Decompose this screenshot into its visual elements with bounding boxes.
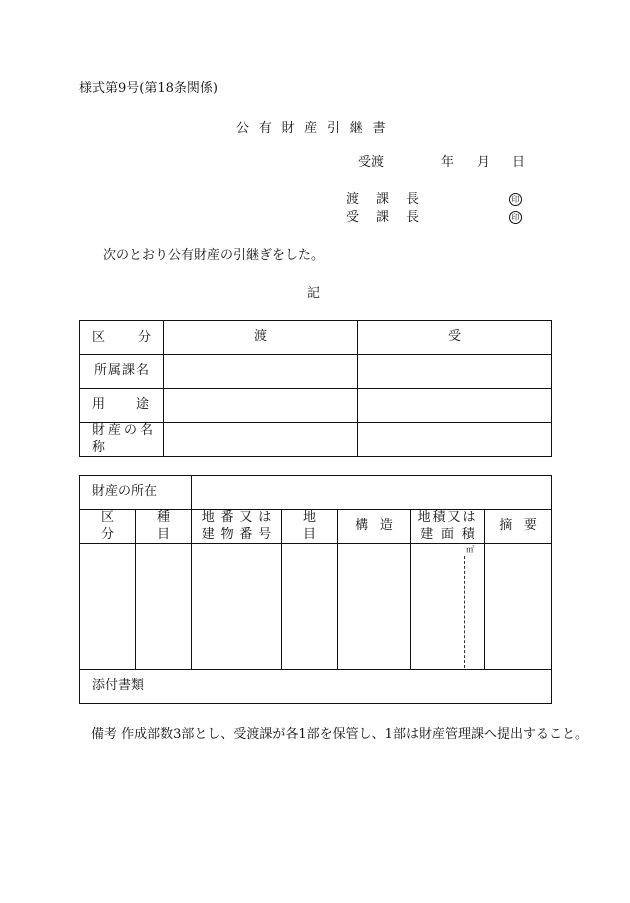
ki-heading: 記 — [307, 286, 321, 301]
remarks: 備考 作成部数3部とし、受渡課が各1部を保管し、1部は財産管理課へ提出すること。 — [91, 727, 588, 742]
property-name-label: 財産の名称 — [92, 423, 153, 455]
location-label: 財産の所在 — [80, 476, 192, 510]
area-header-line2: 建面積 — [420, 526, 483, 542]
location-row — [80, 476, 552, 510]
area-cell — [411, 544, 485, 670]
giver-section-chief-label: 渡課長 — [346, 192, 437, 207]
property-detail-header — [80, 510, 552, 544]
intro-text: 次のとおり公有財産の引継ぎをした。 — [103, 248, 325, 263]
structure-cell — [338, 544, 411, 670]
property-name-receiver — [358, 423, 552, 457]
receiver-header: 受 — [358, 321, 552, 355]
summary-column-header: 摘要 — [485, 510, 552, 544]
table-row — [80, 423, 552, 457]
row-label-cell — [80, 355, 164, 389]
department-name-label: 所属課名 — [94, 363, 149, 379]
table-row — [80, 355, 552, 389]
location-value — [192, 476, 552, 510]
division-column-header: 区分 — [80, 510, 136, 544]
table-row — [80, 389, 552, 423]
category-column-header: 種目 — [136, 510, 192, 544]
square-meter-unit: ㎡ — [466, 545, 474, 554]
area-decimal-divider — [464, 556, 465, 668]
division-cell — [80, 544, 136, 670]
property-name-giver — [164, 423, 358, 457]
lot-number-header-line1: 地番又は — [201, 510, 278, 526]
row-label-cell — [80, 389, 164, 423]
receiver-section-chief-label: 受課長 — [346, 210, 437, 225]
lot-number-header-line2: 建物番号 — [201, 526, 278, 542]
division-header-cell — [80, 321, 164, 355]
purpose-label: 用途 — [92, 397, 149, 413]
property-detail-table — [79, 475, 552, 704]
land-category-cell — [282, 544, 338, 670]
land-category-column-header: 地目 — [282, 510, 338, 544]
date-year-label: 年 — [441, 155, 455, 170]
giver-header: 渡 — [164, 321, 358, 355]
date-month-label: 月 — [477, 155, 491, 170]
division-header: 区分 — [92, 330, 151, 345]
transfer-table — [79, 320, 552, 457]
transfer-table-header — [80, 321, 552, 355]
giver-seal-icon: 印 — [509, 193, 522, 206]
attachments-label: 添付書類 — [80, 670, 552, 704]
structure-column-header: 構造 — [338, 510, 411, 544]
attachments-row — [80, 670, 552, 704]
summary-cell — [485, 544, 552, 670]
date-prefix: 受渡 — [358, 155, 385, 170]
area-column-header — [411, 510, 485, 544]
department-name-receiver — [358, 355, 552, 389]
purpose-receiver — [358, 389, 552, 423]
lot-number-cell — [192, 544, 282, 670]
department-name-giver — [164, 355, 358, 389]
row-label-cell — [80, 423, 164, 457]
form-number: 様式第9号(第18条関係) — [79, 81, 218, 96]
purpose-giver — [164, 389, 358, 423]
property-detail-body-row — [80, 544, 552, 670]
date-day-label: 日 — [512, 155, 526, 170]
lot-number-column-header — [192, 510, 282, 544]
category-cell — [136, 544, 192, 670]
receiver-seal-icon: 印 — [509, 211, 522, 224]
document-title: 公有財産引継書 — [236, 121, 396, 136]
area-header-line1: 地積又は — [417, 510, 478, 526]
